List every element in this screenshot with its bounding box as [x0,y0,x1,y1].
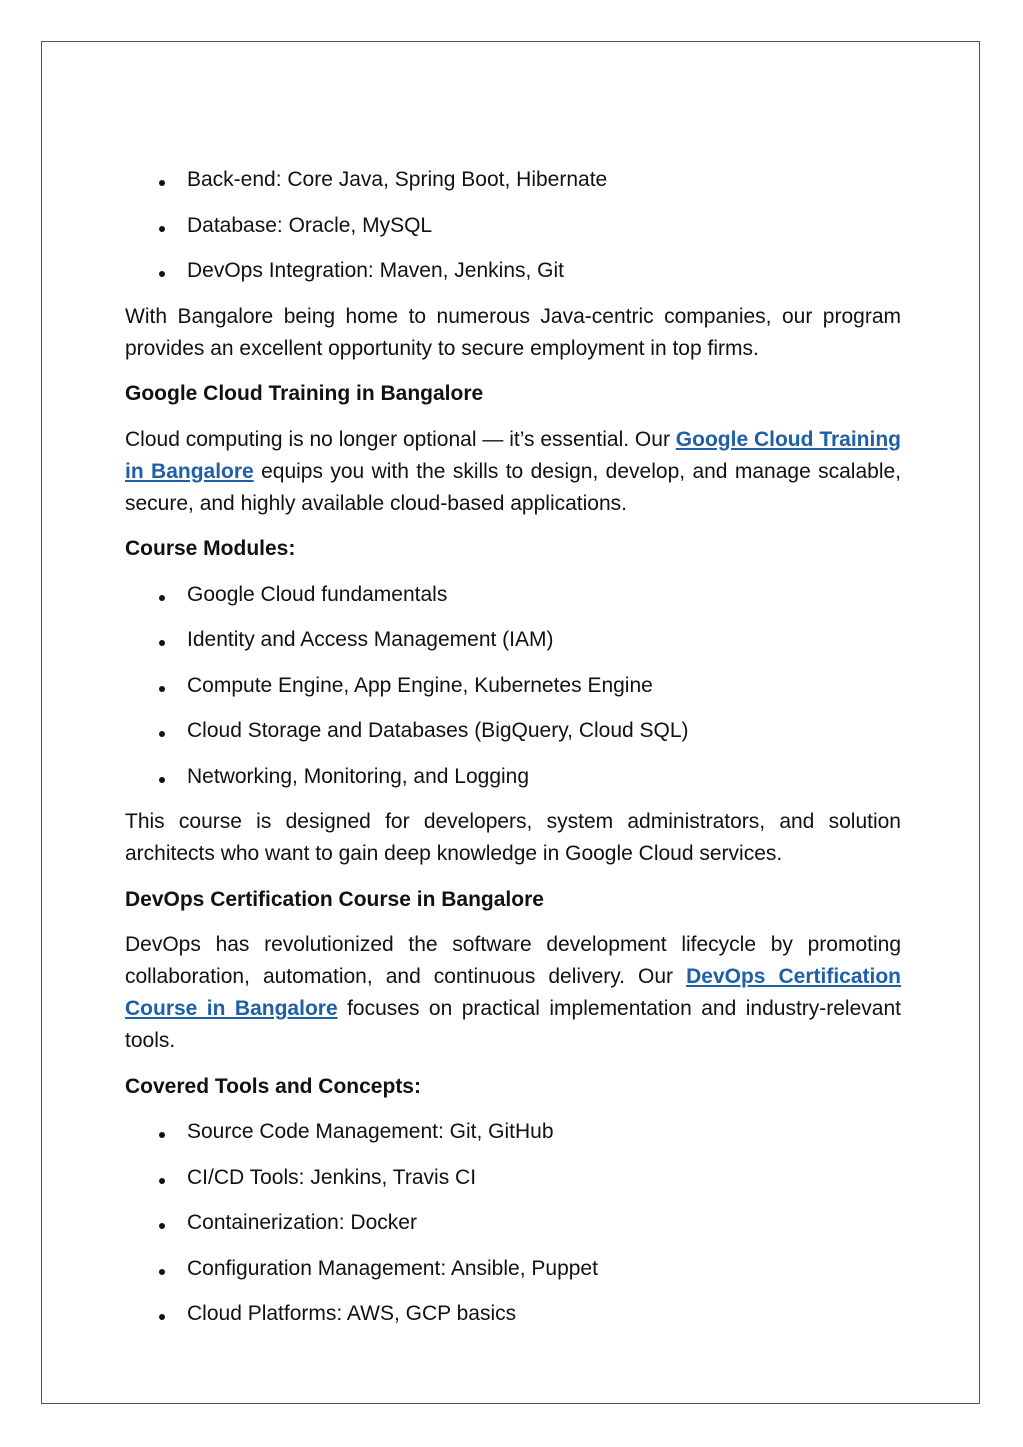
list-item: CI/CD Tools: Jenkins, Travis CI [125,1162,901,1194]
google-cloud-heading: Google Cloud Training in Bangalore [125,382,484,405]
devops-heading: DevOps Certification Course in Bangalore [125,887,544,911]
course-modules-heading: Course Modules: [125,537,296,560]
list-item: Google Cloud fundamentals [125,579,901,611]
paragraph-text: equips you with the skills to design, develop, and manage scalable, secure, and highly available cloud-based applications. [125,459,901,515]
list-item: Configuration Management: Ansible, Puppet [125,1253,901,1285]
google-cloud-paragraph [125,424,901,520]
list-item: Database: Oracle, MySQL [125,210,901,242]
paragraph-text: DevOps has revolutionized the software development lifecycle by promoting collaboration, automation, and continuous delivery. Our [125,933,901,988]
list-item: Cloud Storage and Databases (BigQuery, Cloud SQL) [125,715,901,747]
devops-paragraph [125,929,901,1057]
list-item: Source Code Management: Git, GitHub [125,1116,901,1148]
paragraph-text: Cloud computing is no longer optional — it’s essential. Our [125,427,676,451]
list-item: DevOps Integration: Maven, Jenkins, Git [125,255,901,287]
list-item: Compute Engine, App Engine, Kubernetes Engine [125,670,901,702]
covered-tools-list [125,1116,901,1330]
list-item: Identity and Access Management (IAM) [125,624,901,656]
list-item: Back-end: Core Java, Spring Boot, Hibernate [125,164,901,196]
page-content [125,164,901,1344]
paragraph-text: focuses on practical implementation and industry-relevant tools. [125,997,901,1052]
course-modules-list [125,579,901,793]
list-item: Cloud Platforms: AWS, GCP basics [125,1298,901,1330]
devops-certification-link[interactable]: DevOps Certification Course in Bangalore [125,965,902,1020]
audience-paragraph: This course is designed for developers, system administrators, and solution architects who want to gain deep knowledge in Google Cloud services. [125,810,901,865]
list-item: Containerization: Docker [125,1207,901,1239]
covered-tools-heading: Covered Tools and Concepts: [125,1074,421,1098]
tech-stack-list [125,164,901,287]
google-cloud-training-link[interactable]: Google Cloud Training in Bangalore [125,427,901,483]
document-page [41,41,980,1404]
list-item: Networking, Monitoring, and Logging [125,761,901,793]
java-employment-paragraph: With Bangalore being home to numerous Java-centric companies, our program provides an excellent opportunity to secure employment in top firms. [125,304,901,360]
